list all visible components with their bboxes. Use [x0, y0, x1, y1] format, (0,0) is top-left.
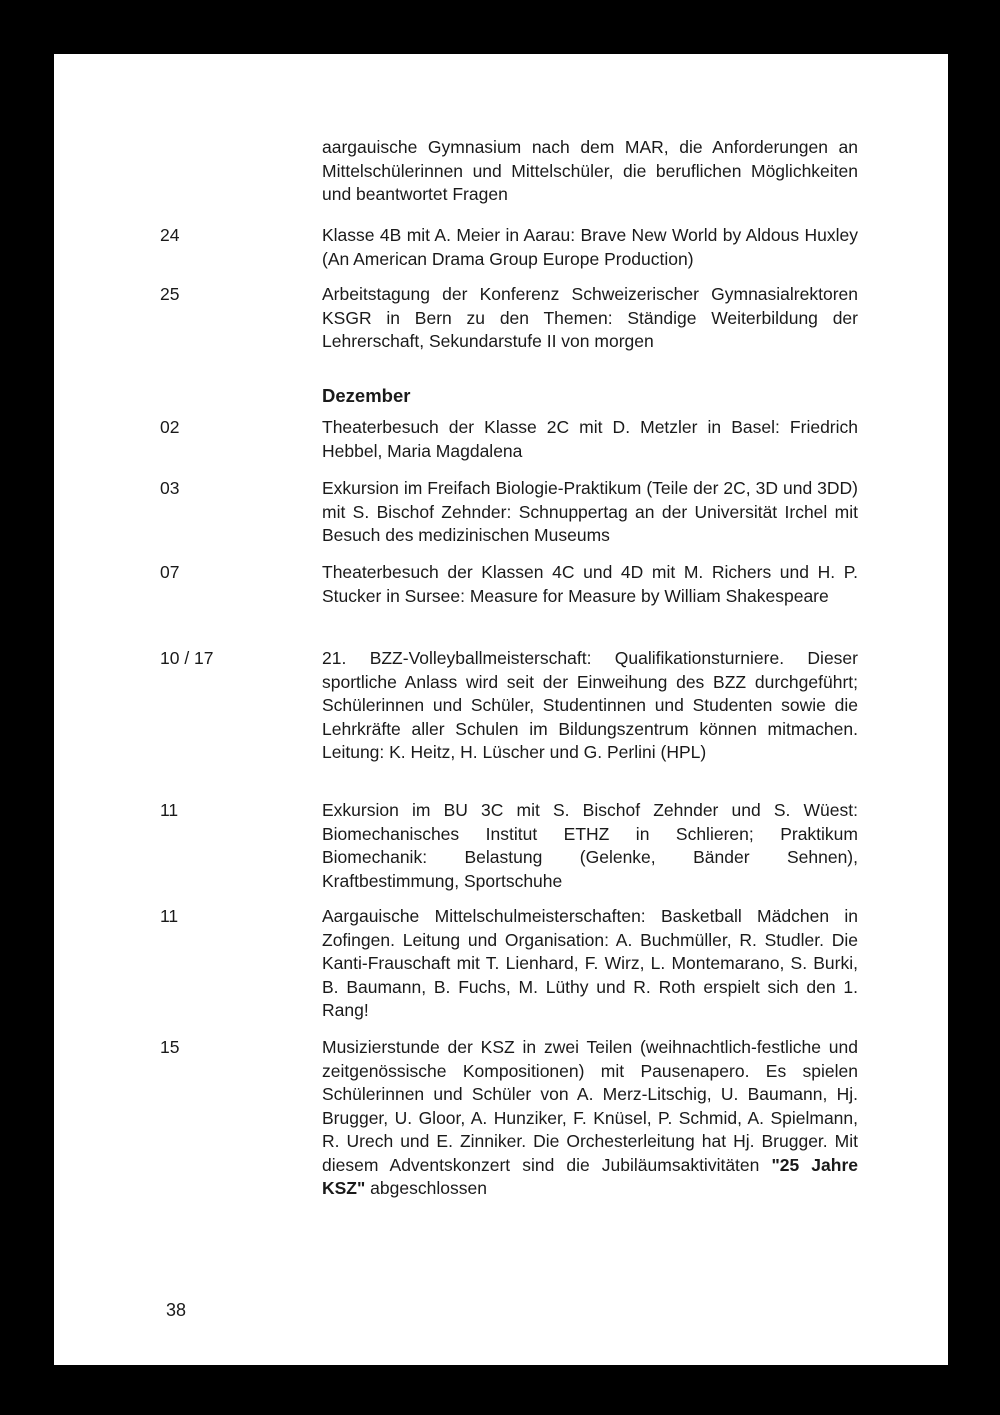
entry-text-part: Musizierstunde der KSZ in zwei Teilen (weihnachtlich-festliche und zeitgenössische Kompositionen) mit Pausenapero. Es spielen Schülerinnen und Schüler von A. Merz-Litschig, U. Baumann, Hj. Brugger, U. Gloor, A. Hunziker, F. Knüsel, P. Schmid, A. Spielmann, R. Urech und E. Zinniker. Die Orchesterleitung hat Hj. Brugger. Mit diesem Adventskonzert sind die Jubiläumsaktivitäten [322, 1037, 858, 1175]
entry-text-emphasis: "25 Jahre KSZ" [322, 1154, 858, 1198]
month-heading: Dezember [322, 385, 411, 406]
entry-text: Exkursion im Freifach Biologie-Praktikum (Teile der 2C, 3D und 3DD) mit S. Bischof Zehnder: Schnuppertag an der Universität Irchel mit Besuch des medizinischen Museums [322, 478, 858, 545]
entry-date: 07 [160, 562, 180, 582]
entry-date: 24 [160, 225, 180, 245]
entry-text: Theaterbesuch der Klassen 4C und 4D mit M. Richers und H. P. Stucker in Sursee: Measure for Measure by William Shakespeare [322, 562, 858, 606]
entry-date: 11 [160, 906, 179, 926]
entry-date: 10 / 17 [160, 648, 214, 668]
entry-date: 02 [160, 417, 180, 437]
entry-text-part: abgeschlossen [365, 1178, 487, 1198]
entry-text: Arbeitstagung der Konferenz Schweizerischer Gymnasialrektoren KSGR in Bern zu den Themen: Ständige Weiterbildung der Lehrerschaft, Sekundarstufe II von morgen [322, 284, 858, 351]
entry-text [322, 1036, 858, 1201]
entry-text: Aargauische Mittelschulmeisterschaften: Basketball Mädchen in Zofingen. Leitung und Organisation: A. Buchmüller, R. Studler. Die Kanti-Frauschaft mit T. Lienhard, F. Wirz, L. Montemarano, S. Burki, B. Baumann, B. Fuchs, M. Lüthy und R. Roth erspielt sich den 1. Rang! [322, 906, 858, 1020]
entry-text: Klasse 4B mit A. Meier in Aarau: Brave New World by Aldous Huxley (An American Drama Group Europe Production) [322, 225, 858, 269]
intro-paragraph: aargauische Gymnasium nach dem MAR, die Anforderungen an Mittelschülerinnen und Mittelschüler, die beruflichen Möglichkeiten und beantwortet Fragen [322, 137, 858, 204]
entry-date: 11 [160, 800, 179, 820]
entry-date: 15 [160, 1037, 180, 1057]
entry-text: Theaterbesuch der Klasse 2C mit D. Metzler in Basel: Friedrich Hebbel, Maria Magdalena [322, 417, 858, 461]
entry-date: 25 [160, 284, 180, 304]
entry-text: Exkursion im BU 3C mit S. Bischof Zehnder und S. Wüest: Biomechanisches Institut ETHZ in Schlieren; Praktikum Biomechanik: Belastung (Gelenke, Bänder Sehnen), Kraftbestimmung, Sportschuhe [322, 800, 858, 891]
document-page [54, 54, 948, 1365]
entry-date: 03 [160, 478, 180, 498]
page-number: 38 [166, 1300, 187, 1320]
entry-text: 21. BZZ-Volleyballmeisterschaft: Qualifikationsturniere. Dieser sportliche Anlass wird seit der Einweihung des BZZ durchgeführt; Schülerinnen und Schüler, Studentinnen und Studenten sowie die Lehrkräfte aller Schulen im Bildungszentrum können mitmachen. Leitung: K. Heitz, H. Lüscher und G. Perlini (HPL) [322, 648, 858, 762]
